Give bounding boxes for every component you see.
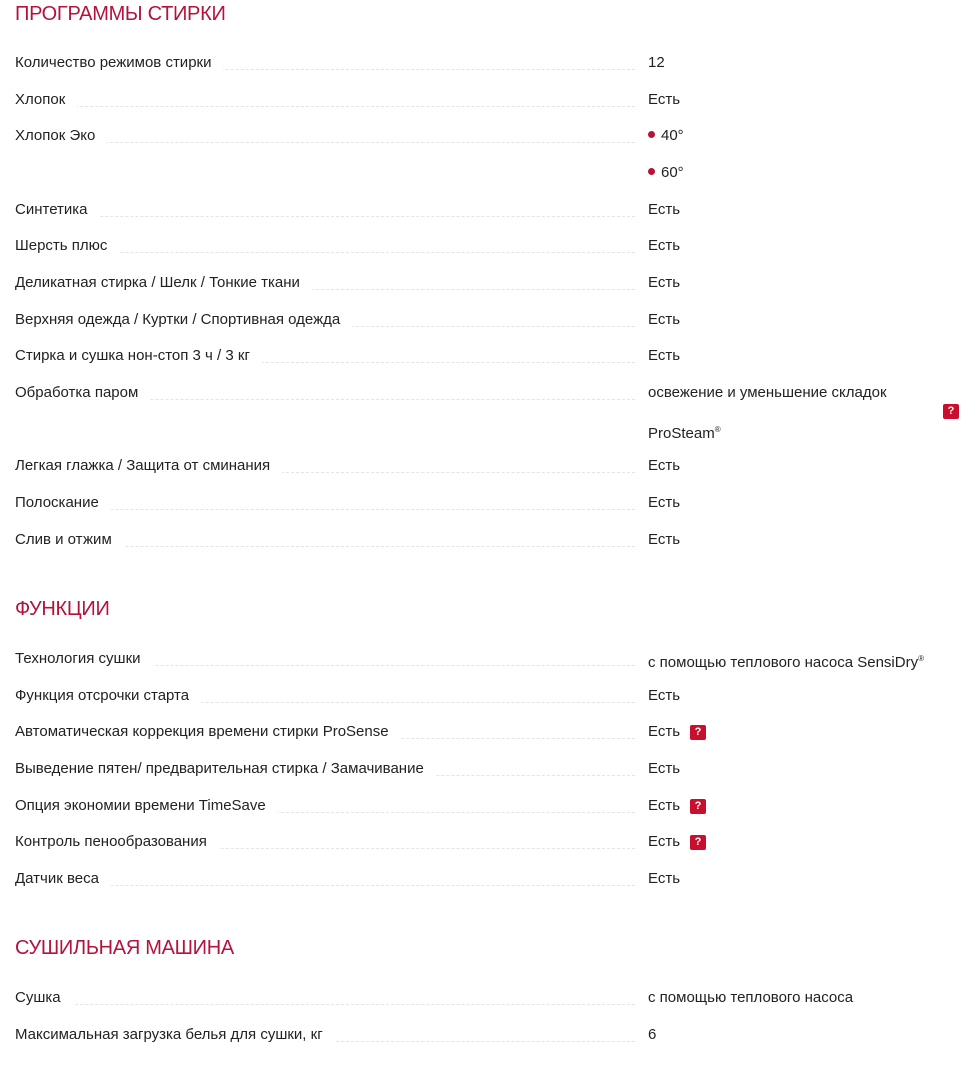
spec-row [15,759,960,783]
spec-value: 40° [648,126,684,146]
spec-label: Выведение пятен/ предварительная стирка / Замачивание [15,759,436,779]
spec-row-continuation [15,163,960,187]
spec-row [15,832,960,856]
spec-label: Технология сушки [15,649,153,669]
spec-row [15,649,960,673]
spec-value: Есть ? [648,722,706,742]
spec-label: Деликатная стирка / Шелк / Тонкие ткани [15,273,312,293]
spec-row [15,988,960,1012]
spec-row [15,236,960,260]
spec-label: Датчик веса [15,869,111,889]
spec-label: Стирка и сушка нон-стоп 3 ч / 3 кг [15,346,262,366]
spec-value: 12 [648,54,665,71]
spec-row [15,493,960,517]
bullet-icon [648,168,655,175]
spec-value: 6 [648,1026,657,1043]
spec-value: ProSteam® [648,425,721,442]
spec-value: 60° [648,163,684,183]
spec-value: Есть [648,274,681,291]
spec-row [15,686,960,710]
help-icon[interactable]: ? [690,835,706,850]
spec-label: Контроль пенообразования [15,832,219,852]
spec-row [15,530,960,554]
help-icon[interactable]: ? [690,725,706,740]
spec-label: Максимальная загрузка белья для сушки, кг [15,1025,335,1045]
spec-row [15,126,960,150]
spec-label: Сушка [15,988,73,1008]
section-title-functions: ФУНКЦИИ [15,598,110,620]
spec-row [15,53,960,77]
spec-value: Есть [648,531,681,548]
spec-row [15,722,960,746]
spec-row [15,346,960,370]
spec-label: Шерсть плюс [15,236,119,256]
spec-row [15,1025,960,1049]
spec-row [15,869,960,893]
spec-value: Есть [648,760,681,777]
spec-label: Автоматическая коррекция времени стирки ProSense [15,722,401,742]
spec-row [15,200,960,224]
spec-value: Есть [648,347,681,364]
spec-row [15,456,960,480]
spec-row [15,796,960,820]
spec-value: Есть ? [648,796,706,816]
spec-label: Хлопок [15,90,77,110]
spec-label: Количество режимов стирки [15,53,223,73]
spec-value: Есть [648,91,681,108]
spec-label: Легкая глажка / Защита от сминания [15,456,282,476]
spec-label: Слив и отжим [15,530,124,550]
spec-value: с помощью теплового насоса [648,989,854,1006]
spec-label: Синтетика [15,200,100,220]
help-icon[interactable]: ? [690,799,706,814]
spec-row-continuation [15,420,960,444]
spec-value: Есть [648,311,681,328]
help-icon[interactable]: ? [943,404,959,419]
spec-row [15,273,960,297]
spec-value: Есть [648,201,681,218]
spec-value: Есть [648,457,681,474]
spec-value: Есть [648,687,681,704]
section-title-programs: ПРОГРАММЫ СТИРКИ [15,3,226,25]
spec-row [15,90,960,114]
spec-value: Есть ? [648,832,706,852]
spec-label: Полоскание [15,493,111,513]
spec-label: Опция экономии времени TimeSave [15,796,278,816]
spec-label: Функция отсрочки старта [15,686,201,706]
spec-row [15,310,960,334]
spec-value: Есть [648,870,681,887]
spec-value: Есть [648,237,681,254]
spec-value: освежение и уменьшение складок [648,384,887,401]
spec-value: с помощью теплового насоса SensiDry® [648,654,924,671]
spec-value: Есть [648,494,681,511]
bullet-icon [648,131,655,138]
spec-label: Обработка паром [15,383,150,403]
spec-label: Хлопок Эко [15,126,107,146]
spec-row [15,383,960,407]
section-title-dryer: СУШИЛЬНАЯ МАШИНА [15,937,234,959]
spec-label: Верхняя одежда / Куртки / Спортивная одежда [15,310,352,330]
